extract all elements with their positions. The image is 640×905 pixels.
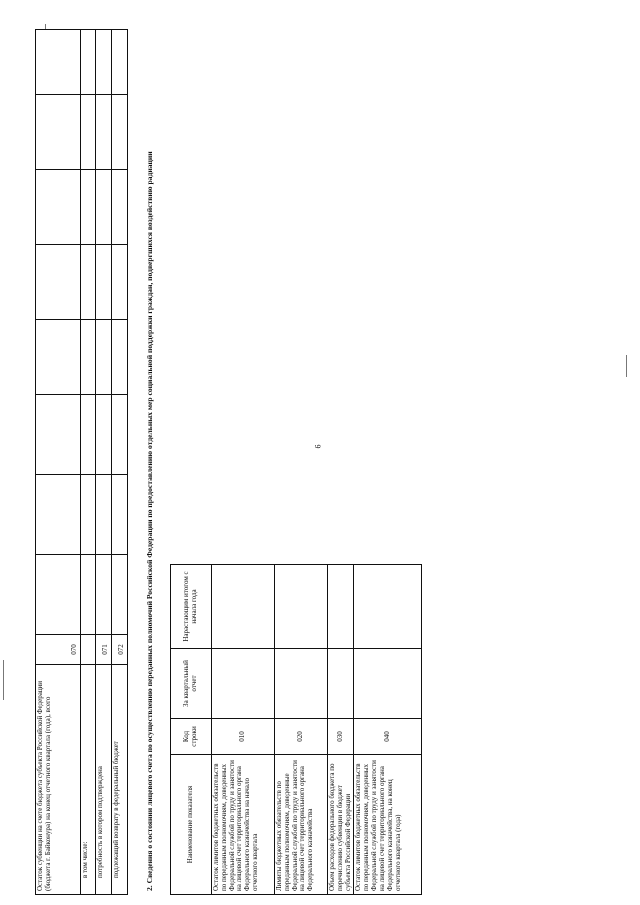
table-row — [81, 30, 96, 895]
row-label: подлежащий возврату в федеральный бюджет — [112, 665, 128, 895]
table-row — [36, 30, 81, 895]
table-row — [212, 565, 275, 895]
row-code — [81, 635, 96, 665]
row-label: Остаток лимитов бюджетных обязательств по переданным полномочиям, доведенных Федеральной службой по труду и занятости на лицевой счет территориального органа Федерального казначейства на начало отчетного квартала — [212, 755, 275, 895]
table-header-row — [171, 565, 212, 895]
header-cumulative: Нарастающим итогом с начала года — [171, 565, 212, 649]
row-code: 020 — [275, 719, 328, 755]
row-code: 072 — [112, 635, 128, 665]
table-row — [275, 565, 328, 895]
row-code: 070 — [36, 635, 81, 665]
row-label: Объем расходов федерального бюджета по перечислению субвенции в бюджет субъекта Российской Федерации — [328, 755, 354, 895]
row-code: 010 — [212, 719, 275, 755]
row-label: Остаток субвенции на счете бюджета субъекта Российской Федерации (бюджета г. Байконура) на конец отчетного квартала (года), всего — [36, 665, 81, 895]
row-label: Остаток лимитов бюджетных обязательств по переданным полномочиям, доведенных Федеральной службой по труду и занятости на лицевой счет территориального органа Федерального казначейства, на конец отчетного квартала (года) — [354, 755, 422, 895]
table-row — [96, 30, 112, 895]
page-number: 6 — [313, 444, 323, 449]
header-name: Наименование показателя — [171, 755, 212, 895]
row-code: 030 — [328, 719, 354, 755]
header-code: Код строки — [171, 719, 212, 755]
table-row — [328, 565, 354, 895]
section-2-heading: 2. Сведения о состоянии лицевого счета по осуществлению переданных полномочий Российской Федерации по предоставлению отдельных мер социальной поддержки граждан, подвергшихся воздействию радиации — [145, 151, 154, 891]
header-quarterly: За квартальный отчет — [171, 649, 212, 719]
account-status-table — [170, 564, 422, 895]
row-code: 040 — [354, 719, 422, 755]
row-label: Лимиты бюджетных обязательств по переданным полномочиям, доведенные Федеральной службой по труду и занятости на лицевой счет территориального органа Федерального казначейства — [275, 755, 328, 895]
subvention-balance-table — [35, 29, 128, 895]
table-row — [112, 30, 128, 895]
rotated-page — [35, 30, 595, 895]
table-row — [354, 565, 422, 895]
row-code: 071 — [96, 635, 112, 665]
row-label: в том числе: — [81, 665, 96, 895]
scan-mark — [3, 660, 4, 700]
scan-mark — [626, 355, 627, 377]
row-label: потребность в котором подтверждена — [96, 665, 112, 895]
